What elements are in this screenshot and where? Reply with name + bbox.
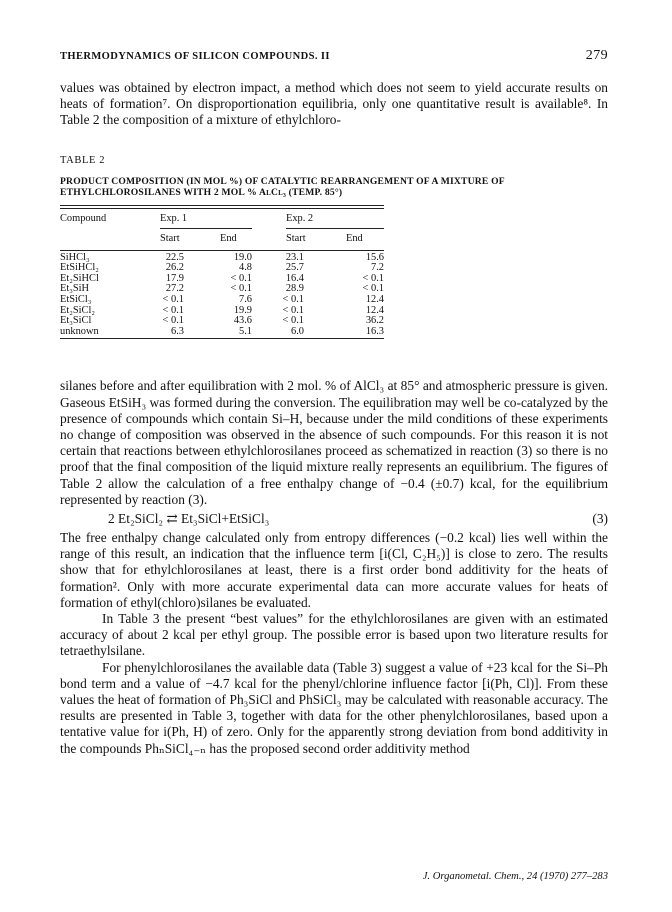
col-exp2 bbox=[262, 209, 384, 231]
table-row bbox=[60, 253, 384, 264]
cell-exp1-end: 19.0 bbox=[233, 251, 252, 263]
equation-3 bbox=[60, 510, 608, 528]
cell-exp2-start: < 0.1 bbox=[282, 293, 304, 305]
cell-exp1-end: 19.9 bbox=[233, 304, 252, 316]
cell-exp2-end: 16.3 bbox=[365, 325, 384, 337]
cell-exp2-start: < 0.1 bbox=[282, 304, 304, 316]
cell-exp1-end: < 0.1 bbox=[230, 283, 252, 295]
cell-compound: Et₂SiHCl bbox=[60, 272, 99, 284]
exp2-start-header: Start bbox=[286, 233, 306, 245]
cell-exp2-start: 6.0 bbox=[291, 325, 304, 337]
exp2-end-header: End bbox=[346, 233, 363, 245]
composition-table bbox=[60, 209, 384, 341]
cell-exp1-end: < 0.1 bbox=[230, 272, 252, 284]
cell-exp2-end: 12.4 bbox=[365, 304, 384, 316]
col-exp2-label: Exp. 2 bbox=[286, 213, 314, 225]
table-caption: PRODUCT COMPOSITION (IN MOL %) OF CATALYTIC REARRANGEMENT OF A MIXTURE OF ETHYLCHLOROSILANES WITH 2 MOL % AlCl₃ (TEMP. 85°) bbox=[60, 175, 505, 199]
cell-exp1-end: 7.6 bbox=[239, 293, 252, 305]
cell-exp2-start: 25.7 bbox=[285, 262, 304, 274]
col-exp1-label: Exp. 1 bbox=[160, 213, 188, 225]
exp1-end-header: End bbox=[220, 233, 237, 245]
table-header-rule bbox=[60, 250, 384, 251]
cell-exp2-end: < 0.1 bbox=[362, 283, 384, 295]
col-compound: Compound bbox=[60, 213, 107, 225]
cell-exp1-end: 43.6 bbox=[233, 315, 252, 327]
table-bottom-rule bbox=[60, 338, 384, 339]
table-block bbox=[60, 205, 384, 341]
cell-exp2-start: 16.4 bbox=[285, 272, 304, 284]
equation-number: (3) bbox=[592, 510, 608, 526]
running-title: THERMODYNAMICS OF SILICON COMPOUNDS. II bbox=[60, 51, 330, 62]
body-text bbox=[60, 378, 608, 756]
cell-compound: Et₂SiCl₂ bbox=[60, 304, 95, 316]
exp1-rule bbox=[160, 228, 252, 229]
page-header bbox=[60, 48, 608, 70]
table-row bbox=[60, 263, 384, 274]
cell-compound: unknown bbox=[60, 325, 99, 337]
cell-exp1-start: 26.2 bbox=[165, 262, 184, 274]
table-row bbox=[60, 306, 384, 317]
intro-paragraph: values was obtained by electron impact, a method which does not seem to yield accurate results on heats of formation⁷. On disproportionation equilibria, only one quantitative result is available⁸. In Table 2 the composition of a mixture of ethylchloro- bbox=[60, 80, 608, 128]
cell-exp2-start: 28.9 bbox=[285, 283, 304, 295]
cell-exp2-end: < 0.1 bbox=[362, 272, 384, 284]
cell-exp2-start: 23.1 bbox=[285, 251, 304, 263]
table-row bbox=[60, 284, 384, 295]
table-row bbox=[60, 316, 384, 327]
cell-exp2-start: < 0.1 bbox=[282, 315, 304, 327]
paragraph-3: In Table 3 the present “best values” for the ethylchlorosilanes are given with an estimated accuracy of about 2 kcal per ethyl group. The possible error is based upon two literature results for tetraethylsilane. bbox=[60, 611, 608, 659]
cell-exp1-start: 27.2 bbox=[165, 283, 184, 295]
cell-exp1-start: < 0.1 bbox=[162, 315, 184, 327]
cell-exp1-start: 6.3 bbox=[171, 325, 184, 337]
table-top-rule bbox=[60, 205, 384, 206]
cell-exp2-end: 12.4 bbox=[365, 293, 384, 305]
cell-exp2-end: 15.6 bbox=[365, 251, 384, 263]
paragraph-2: The free enthalpy change calculated only from entropy differences (−0.2 kcal) lies well within the range of this result, an indication that the influence term [i(Cl, C₂H₅)] is close to zero. The results show that for ethylchlorosilanes at least, there is a first order bond additivity for the heats of formation². Only with more accurate experimental data can more accurate values for heats of formation of ethyl(chloro)silanes be evaluated. bbox=[60, 529, 608, 610]
cell-compound: SiHCl₃ bbox=[60, 251, 90, 263]
cell-exp1-start: < 0.1 bbox=[162, 304, 184, 316]
equation-text: 2 Et₂SiCl₂ ⇄ Et₃SiCl+EtSiCl₃ bbox=[108, 510, 270, 526]
cell-compound: Et₃SiH bbox=[60, 283, 90, 295]
paragraph-4: For phenylchlorosilanes the available data (Table 3) suggest a value of +23 kcal for the Si–Ph bond term and a value of −4.7 kcal for the phenyl/chlorine influence factor [i(Ph, Cl)]. From these values the heat of formation of Ph₃SiCl and PhSiCl₃ may be calculated with reasonable accuracy. The results are presented in Table 3, together with data for the other phenylchlorosilanes, based upon a tentative value for i(Ph, H) of zero. Only for the apparently strong deviation from bond additivity in the compounds PhₙSiCl₄₋ₙ has the proposed second order additivity method bbox=[60, 659, 608, 756]
table-subheader-row bbox=[60, 231, 384, 249]
cell-compound: EtSiCl₃ bbox=[60, 293, 92, 305]
cell-exp1-end: 4.8 bbox=[239, 262, 252, 274]
table-header-row bbox=[60, 209, 384, 231]
table-row bbox=[60, 327, 384, 338]
cell-exp1-start: < 0.1 bbox=[162, 293, 184, 305]
exp2-rule bbox=[286, 228, 384, 229]
cell-exp1-start: 22.5 bbox=[165, 251, 184, 263]
cell-exp2-end: 7.2 bbox=[371, 262, 384, 274]
cell-exp1-start: 17.9 bbox=[165, 272, 184, 284]
page-number: 279 bbox=[585, 48, 608, 63]
journal-citation: J. Organometal. Chem., 24 (1970) 277–283 bbox=[422, 871, 608, 882]
cell-exp2-end: 36.2 bbox=[365, 315, 384, 327]
col-exp1 bbox=[152, 209, 262, 231]
table-label: TABLE 2 bbox=[60, 154, 106, 166]
cell-compound: EtSiHCl₂ bbox=[60, 262, 99, 274]
cell-exp1-end: 5.1 bbox=[239, 325, 252, 337]
exp1-start-header: Start bbox=[160, 233, 180, 245]
paragraph-1: silanes before and after equilibration with 2 mol. % of AlCl₃ at 85° and atmospheric pressure is given. Gaseous EtSiH₃ was formed during the conversion. The equilibration may well be co-catalyzed by the presence of compounds which contain Si–H, because under the mild conditions of these experiments no change of composition was observed in the absence of such compounds. For this reason it is not certain that reactions between ethylchlorosilanes proceed as schematized in reaction (3) so there is no proof that the final composition of the liquid mixture really represents an equilibrium. The figures of Table 2 allow the calculation of a free enthalpy change of −0.4 (±0.7) kcal, for the equilibrium represented by reaction (3). bbox=[60, 378, 608, 507]
table-row bbox=[60, 295, 384, 306]
table-row bbox=[60, 274, 384, 285]
journal-page bbox=[60, 48, 608, 882]
cell-compound: Et₃SiCl bbox=[60, 315, 92, 327]
